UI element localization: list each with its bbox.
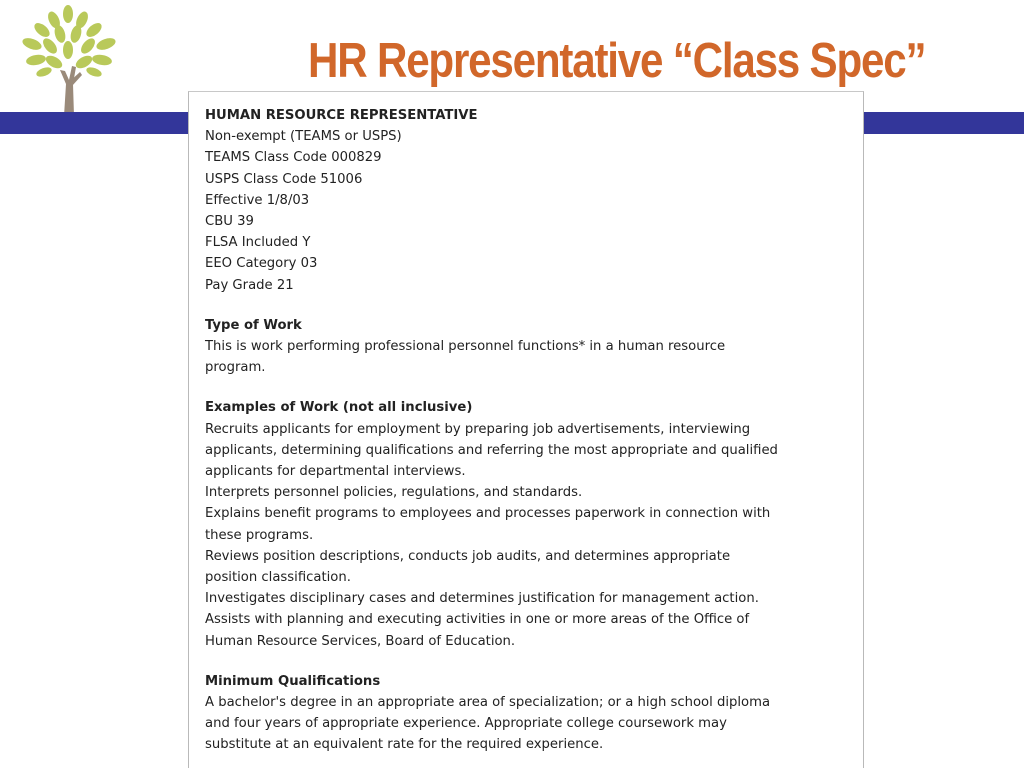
slide-title: HR Representative “Class Spec”	[308, 34, 926, 88]
section-line: Human Resource Services, Board of Education.	[205, 633, 516, 649]
spec-header-line: Non-exempt (TEAMS or USPS)	[205, 129, 402, 145]
class-spec-document	[188, 91, 864, 768]
section-line: and four years of appropriate experience. Appropriate college coursework may	[205, 716, 727, 732]
section-line: Assists with planning and executing activities in one or more areas of the Office of	[205, 612, 750, 628]
section-line: This is work performing professional personnel functions* in a human resource	[205, 339, 726, 355]
section-line: applicants for departmental interviews.	[205, 464, 466, 480]
section-line: Explains benefit programs to employees and processes paperwork in connection with	[205, 506, 771, 522]
section-examples-of-work	[205, 397, 863, 651]
section-line: these programs.	[205, 527, 314, 543]
section-heading: Minimum Qualifications	[205, 673, 381, 689]
section-line: Interprets personnel policies, regulations, and standards.	[205, 485, 583, 501]
spec-header-line: Pay Grade 21	[205, 277, 294, 293]
section-minimum-qualifications	[205, 671, 863, 756]
tree-icon	[10, 4, 128, 116]
section-line: position classification.	[205, 570, 351, 586]
spec-header-line: FLSA Included Y	[205, 235, 311, 251]
spec-header-line: CBU 39	[205, 214, 254, 230]
section-line: substitute at an equivalent rate for the required experience.	[205, 737, 604, 753]
spec-header-lines	[205, 126, 863, 296]
section-heading: Type of Work	[205, 317, 302, 333]
section-heading: Examples of Work (not all inclusive)	[205, 400, 473, 416]
section-line: applicants, determining qualifications and referring the most appropriate and qualified	[205, 442, 778, 458]
spec-header-line: USPS Class Code 51006	[205, 171, 363, 187]
section-line: program.	[205, 360, 266, 376]
spec-header-line: TEAMS Class Code 000829	[205, 150, 382, 166]
section-type-of-work	[205, 315, 863, 379]
section-line: Investigates disciplinary cases and determines justification for management action.	[205, 591, 759, 607]
section-line: A bachelor's degree in an appropriate area of specialization; or a high school diploma	[205, 695, 771, 711]
section-line: Reviews position descriptions, conducts job audits, and determines appropriate	[205, 548, 731, 564]
spec-title: HUMAN RESOURCE REPRESENTATIVE	[205, 108, 478, 123]
section-line: Recruits applicants for employment by preparing job advertisements, interviewing	[205, 421, 751, 437]
spec-header-line: EEO Category 03	[205, 256, 318, 272]
spec-header-line: Effective 1/8/03	[205, 192, 310, 208]
